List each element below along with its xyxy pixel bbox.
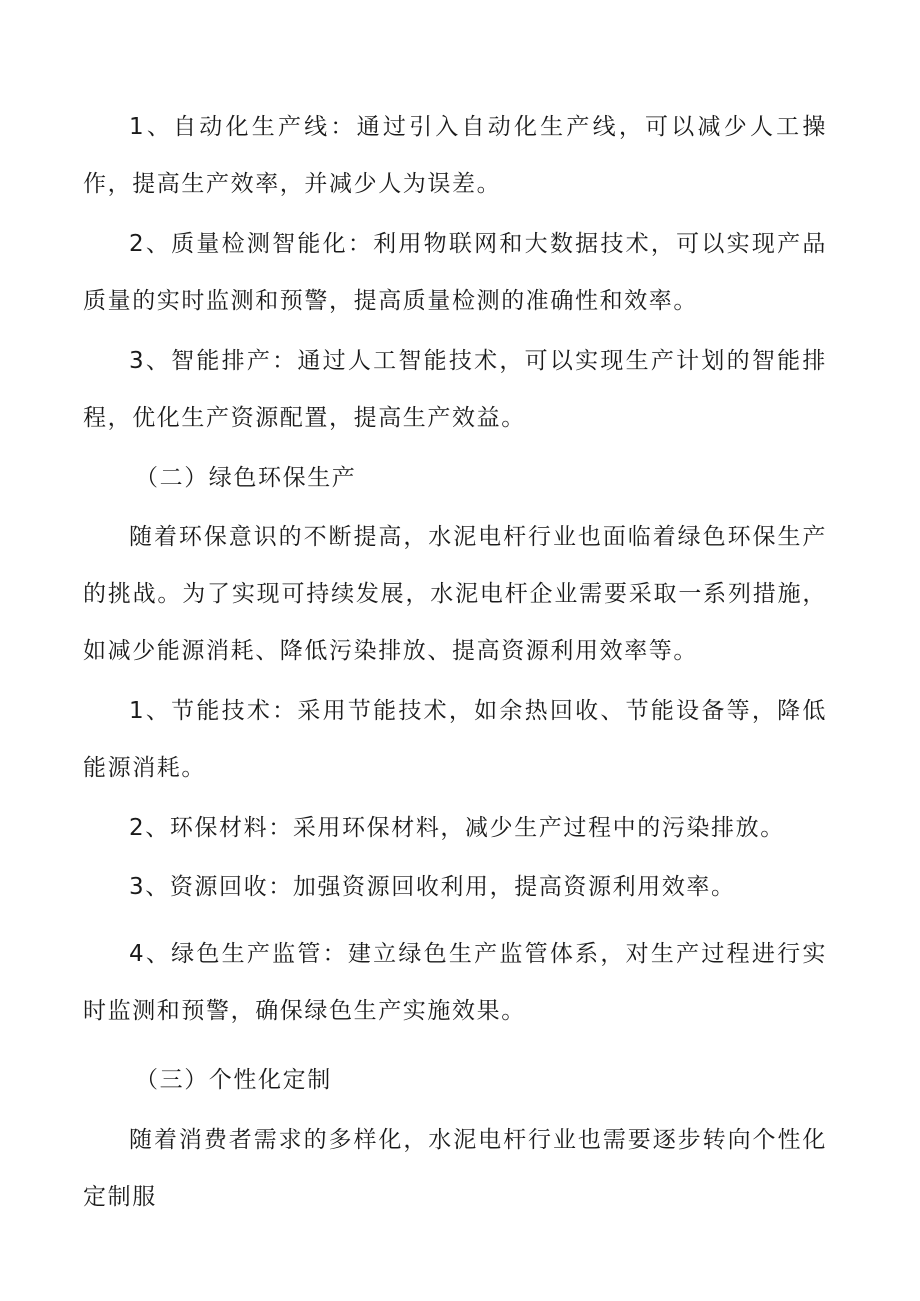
section-heading-customization: （三）个性化定制 (135, 1067, 332, 1093)
paragraph-intelligent-scheduling: 3、智能排产：通过人工智能技术，可以实现生产计划的智能排程，优化生产资源配置，提高生产效益。 (83, 348, 827, 431)
paragraph-resource-recycling: 3、资源回收：加强资源回收利用，提高资源利用效率。 (129, 874, 736, 900)
paragraph-green-supervision: 4、绿色生产监管：建立绿色生产监管体系，对生产过程进行实时监测和预警，确保绿色生产实施效果。 (83, 941, 827, 1024)
paragraph-customization-intro: 随着消费者需求的多样化，水泥电杆行业也需要逐步转向个性化定制服 (83, 1127, 827, 1210)
paragraph-automated-production-line: 1、自动化生产线：通过引入自动化生产线，可以减少人工操作，提高生产效率，并减少人为误差。 (83, 114, 827, 197)
paragraph-eco-materials: 2、环保材料：采用环保材料，减少生产过程中的污染排放。 (129, 815, 785, 841)
paragraph-energy-saving: 1、节能技术：采用节能技术，如余热回收、节能设备等，降低能源消耗。 (83, 698, 827, 781)
paragraph-quality-inspection: 2、质量检测智能化：利用物联网和大数据技术，可以实现产品质量的实时监测和预警，提高质量检测的准确性和效率。 (83, 231, 827, 314)
section-heading-green-production: （二）绿色环保生产 (135, 465, 357, 491)
paragraph-green-production-intro: 随着环保意识的不断提高，水泥电杆行业也面临着绿色环保生产的挑战。为了实现可持续发展，水泥电杆企业需要采取一系列措施，如减少能源消耗、降低污染排放、提高资源利用效率等。 (83, 524, 827, 664)
